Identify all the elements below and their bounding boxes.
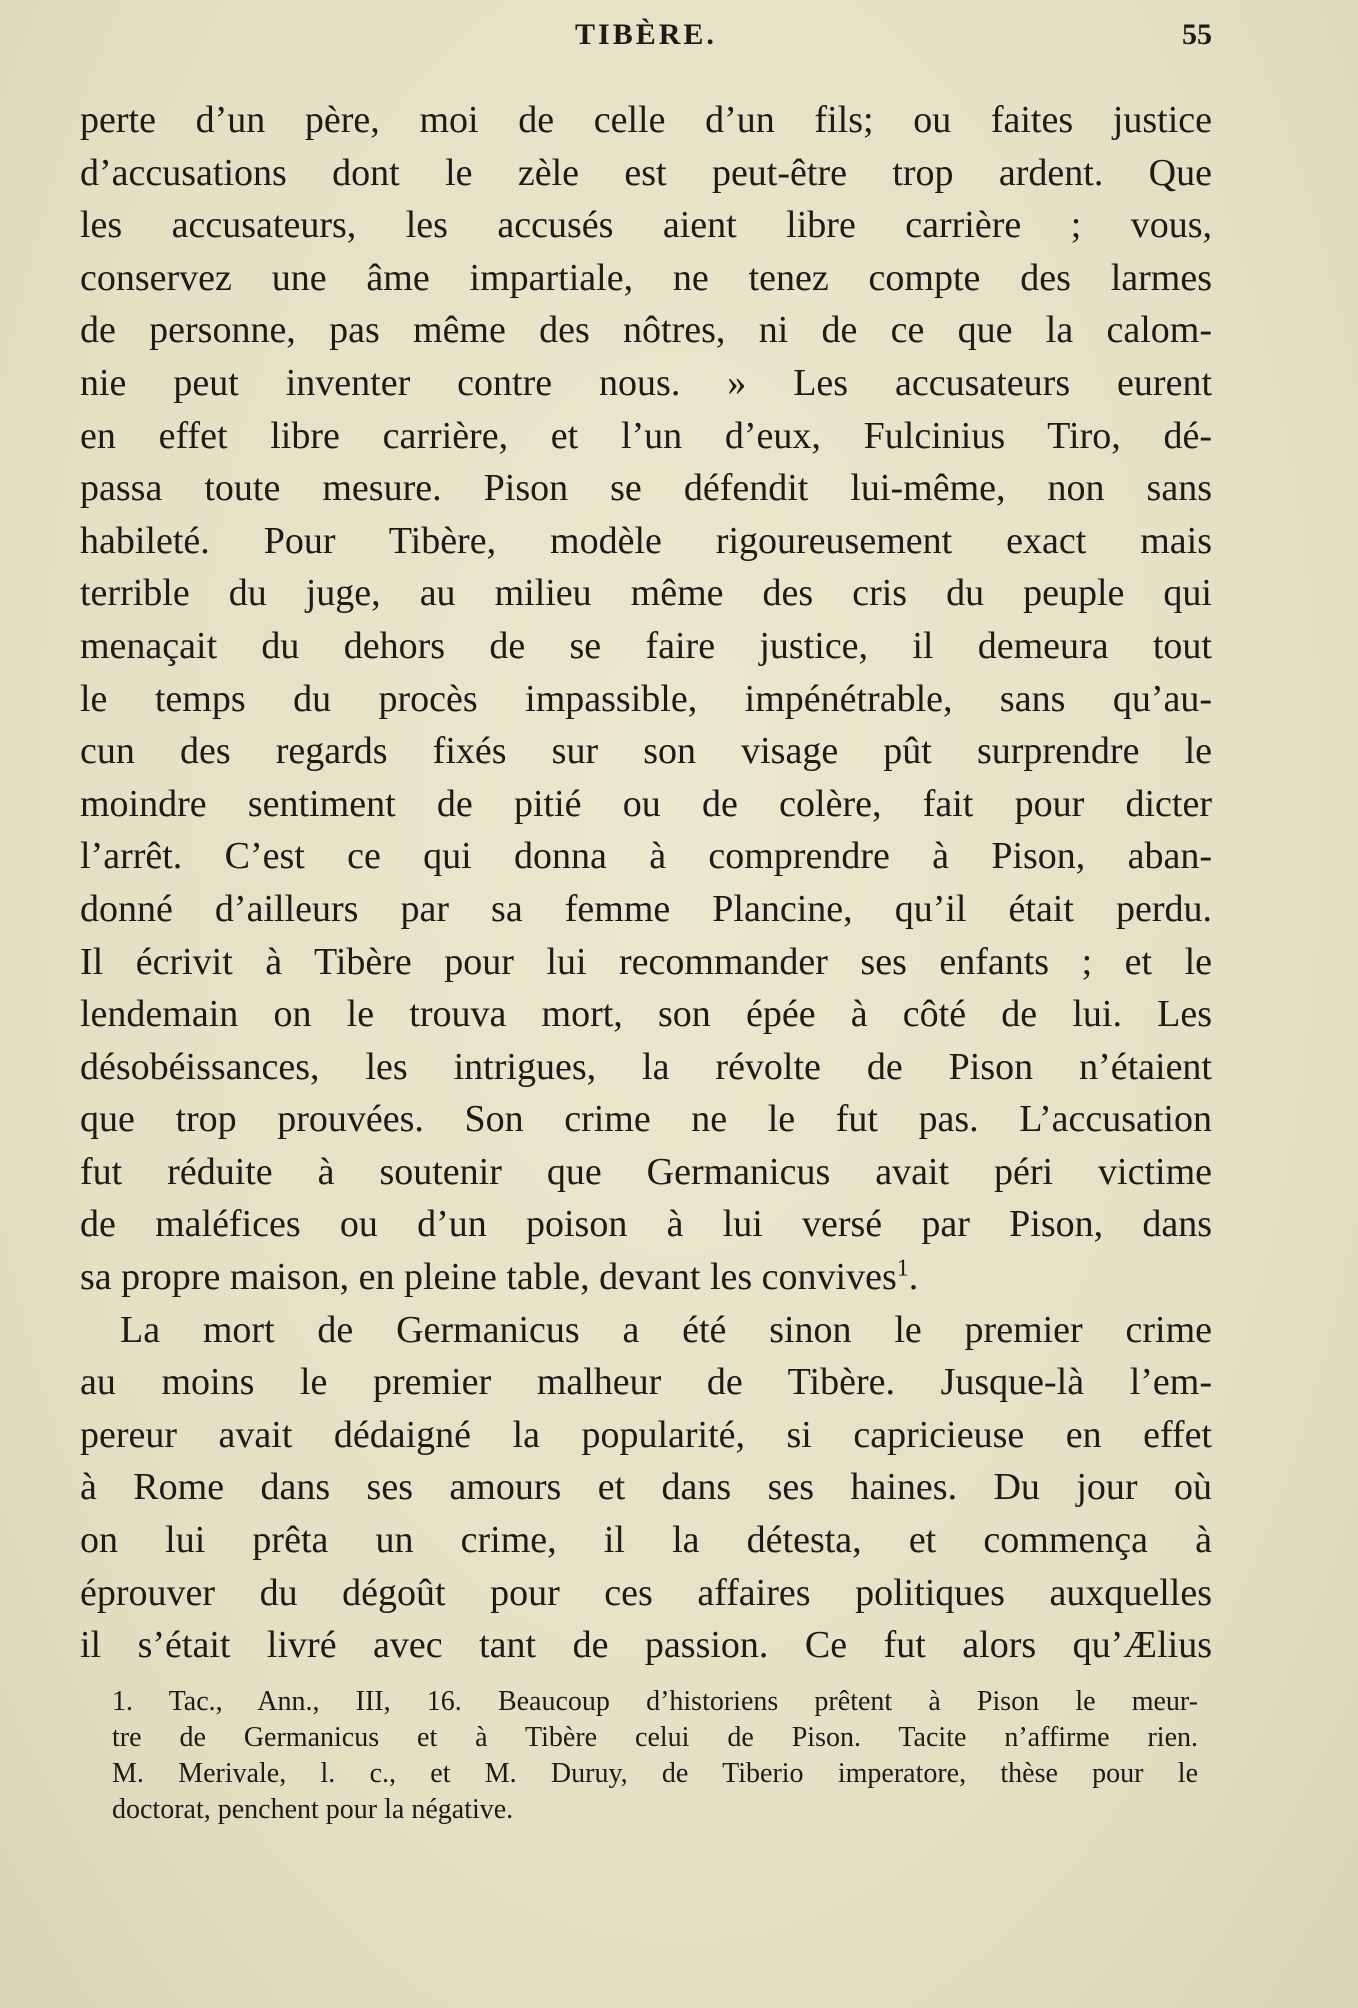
text-line: donné d’ailleurs par sa femme Plancine, qu’il était perdu. — [80, 887, 1212, 930]
footnotes — [112, 1684, 1198, 1828]
text-line: l’arrêt. C’est ce qui donna à comprendre à Pison, aban- — [80, 835, 1212, 878]
footnote-line: tre de Germanicus et à Tibère celui de Pison. Tacite n’affirme rien. — [112, 1722, 1198, 1753]
text-line: désobéissances, les intrigues, la révolte de Pison n’étaient — [80, 1045, 1212, 1088]
footnote-line: 1. Tac., Ann., III, 16. Beaucoup d’historiens prêtent à Pison le meur- — [112, 1686, 1198, 1717]
main-text — [80, 94, 1212, 1672]
footnote-line: M. Merivale, l. c., et M. Duruy, de Tiberio imperatore, thèse pour le — [112, 1758, 1198, 1789]
text-line: d’accusations dont le zèle est peut-être trop ardent. Que — [80, 151, 1212, 194]
text-line: fut réduite à soutenir que Germanicus avait péri victime — [80, 1150, 1212, 1193]
text-line: moindre sentiment de pitié ou de colère, fait pour dicter — [80, 782, 1212, 825]
text-line: Il écrivit à Tibère pour lui recommander ses enfants ; et le — [80, 940, 1212, 983]
text-line: les accusateurs, les accusés aient libre carrière ; vous, — [80, 204, 1212, 247]
running-title: TIBÈRE. — [575, 18, 717, 51]
footnote-reference: 1 — [896, 1255, 909, 1282]
paragraph-first-line: La mort de Germanicus a été sinon le premier crime — [120, 1308, 1212, 1351]
text-line: il s’était livré avec tant de passion. Ce fut alors qu’Ælius — [80, 1624, 1212, 1667]
text-line: menaçait du dehors de se faire justice, il demeura tout — [80, 624, 1212, 667]
book-page — [80, 12, 1212, 1992]
text-line: à Rome dans ses amours et dans ses haines. Du jour où — [80, 1466, 1212, 1509]
text-line: on lui prêta un crime, il la détesta, et commença à — [80, 1519, 1212, 1562]
text-line: de personne, pas même des nôtres, ni de ce que la calom- — [80, 309, 1212, 352]
text-line: pereur avait dédaigné la popularité, si capricieuse en effet — [80, 1413, 1212, 1456]
text-line: de maléfices ou d’un poison à lui versé par Pison, dans — [80, 1203, 1212, 1246]
text-line: passa toute mesure. Pison se défendit lui-même, non sans — [80, 467, 1212, 510]
text-line: conservez une âme impartiale, ne tenez compte des larmes — [80, 256, 1212, 299]
text-line: habileté. Pour Tibère, modèle rigoureusement exact mais — [80, 519, 1212, 562]
page-number: 55 — [1182, 18, 1212, 51]
text-line: sa propre maison, en pleine table, devant les convives$^1$. — [80, 1255, 919, 1299]
footnote-line: doctorat, penchent pour la négative. — [112, 1794, 514, 1825]
text-line: cun des regards fixés sur son visage pût surprendre le — [80, 730, 1212, 773]
text-line: lendemain on le trouva mort, son épée à côté de lui. Les — [80, 993, 1212, 1036]
text-line: le temps du procès impassible, impénétrable, sans qu’au- — [80, 677, 1212, 720]
text-line: terrible du juge, au milieu même des cris du peuple qui — [80, 572, 1212, 615]
text-line: au moins le premier malheur de Tibère. Jusque-là l’em- — [80, 1361, 1212, 1404]
text-line: perte d’un père, moi de celle d’un fils; ou faites justice — [80, 99, 1212, 141]
text-line: nie peut inventer contre nous. » Les accusateurs eurent — [80, 361, 1212, 404]
text-line: éprouver du dégoût pour ces affaires politiques auxquelles — [80, 1571, 1212, 1614]
running-head — [80, 12, 1212, 64]
text-line: en effet libre carrière, et l’un d’eux, Fulcinius Tiro, dé- — [80, 414, 1212, 457]
text-line-content: sa propre maison, en pleine table, devant les convives — [80, 1256, 897, 1299]
text-line: que trop prouvées. Son crime ne le fut pas. L’accusation — [80, 1098, 1212, 1141]
